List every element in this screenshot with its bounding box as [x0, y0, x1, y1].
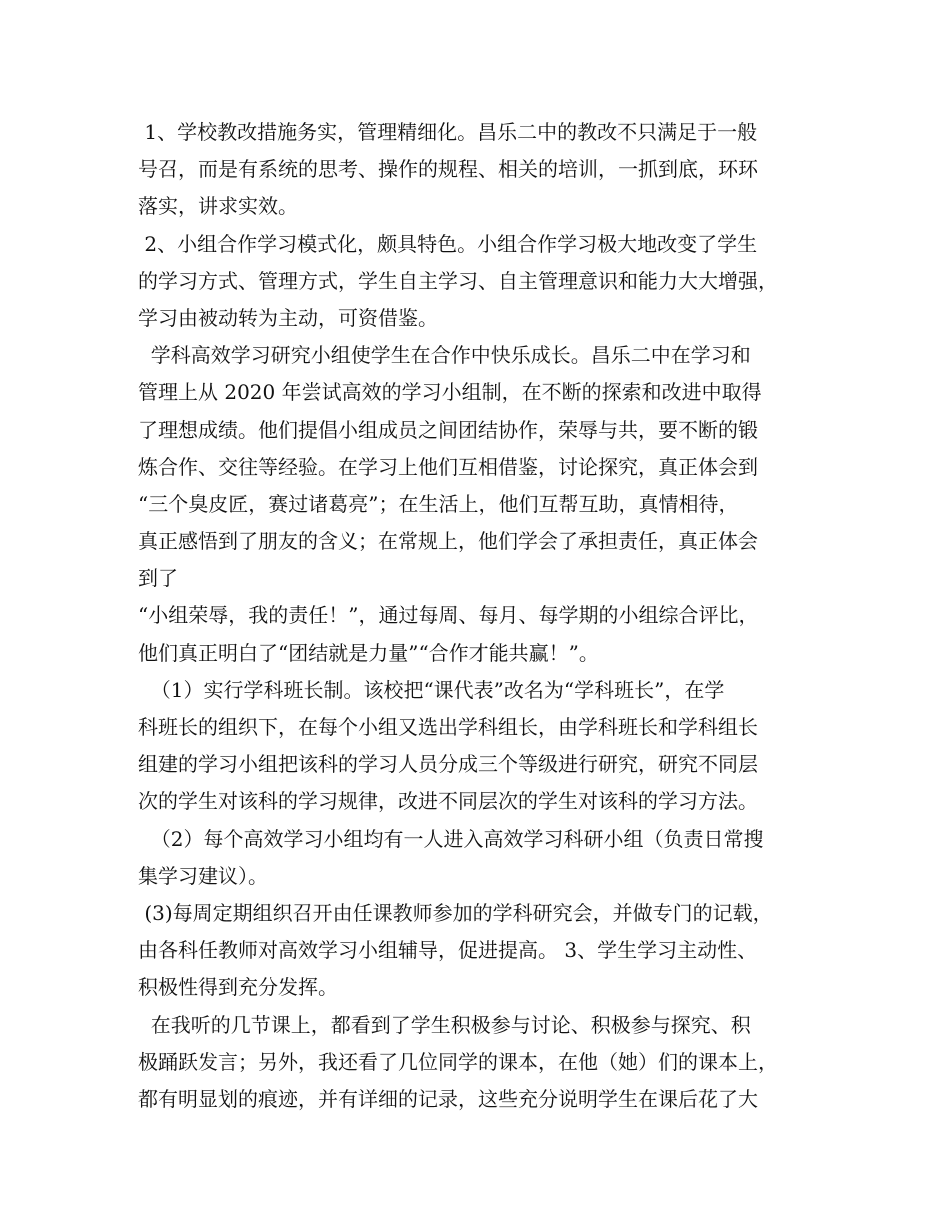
text-line: 管理上从 2020 年尝试高效的学习小组制，在不断的探索和改进中取得: [138, 380, 762, 405]
text-line: 极踊跃发言；另外，我还看了几位同学的课本，在他（她）们的课本上，: [138, 1049, 778, 1074]
text-line: 落实，讲求实效。: [138, 194, 298, 219]
text-line: (3)每周定期组织召开由任课教师参加的学科研究会，并做专门的记载，: [138, 900, 773, 925]
text-line: “三个臭皮匠，赛过诸葛亮”；在生活上，他们互帮互助，真情相待，: [138, 491, 739, 516]
text-line: 组建的学习小组把该科的学习人员分成三个等级进行研究，研究不同层: [138, 752, 758, 777]
text-line: “小组荣辱，我的责任！”，通过每周、每月、每学期的小组综合评比，: [138, 603, 759, 628]
text-line: 他们真正明白了“团结就是力量”“合作才能共赢！”。: [138, 640, 599, 665]
text-line: 集学习建议）。: [138, 863, 268, 888]
text-line: （1）实行学科班长制。该校把“课代表”改名为“学科班长”，在学: [138, 677, 725, 702]
text-line: 真正感悟到了朋友的含义；在常规上，他们学会了承担责任，真正体会: [138, 529, 758, 554]
text-line: 由各科任教师对高效学习小组辅导，促进提高。 3、学生学习主动性、: [138, 938, 758, 963]
text-line: 了理想成绩。他们提倡小组成员之间团结协作，荣辱与共，要不断的锻: [138, 417, 758, 442]
text-line: 学科高效学习研究小组使学生在合作中快乐成长。昌乐二中在学习和: [138, 343, 751, 368]
text-line: 积极性得到充分发挥。: [138, 975, 338, 1000]
text-line: 学习由被动转为主动，可资借鉴。: [138, 305, 438, 330]
text-line: 在我听的几节课上，都看到了学生积极参与讨论、积极参与探究、积: [138, 1012, 751, 1037]
text-line: 号召，而是有系统的思考、操作的规程、相关的培训，一抓到底，环环: [138, 157, 758, 182]
text-line: 次的学生对该科的学习规律，改进不同层次的学生对该科的学习方法。: [138, 789, 758, 814]
text-line: （2）每个高效学习小组均有一人进入高效学习科研小组（负责日常搜: [138, 826, 764, 851]
text-line: 2、小组合作学习模式化，颇具特色。小组合作学习极大地改变了学生: [138, 231, 758, 256]
text-line: 都有明显划的痕迹，并有详细的记录，这些充分说明学生在课后花了大: [138, 1086, 758, 1111]
text-line: 1、学校教改措施务实，管理精细化。昌乐二中的教改不只满足于一般: [138, 120, 758, 144]
text-line: 科班长的组织下，在每个小组又选出学科组长，由学科班长和学科组长: [138, 715, 758, 739]
document-body: [138, 114, 828, 1118]
text-line: 炼合作、交往等经验。在学习上他们互相借鉴，讨论探究，真正体会到: [138, 454, 758, 479]
text-line: 的学习方式、管理方式，学生自主学习、自主管理意识和能力大大增强，: [138, 268, 778, 293]
text-line: 到了: [138, 566, 178, 591]
